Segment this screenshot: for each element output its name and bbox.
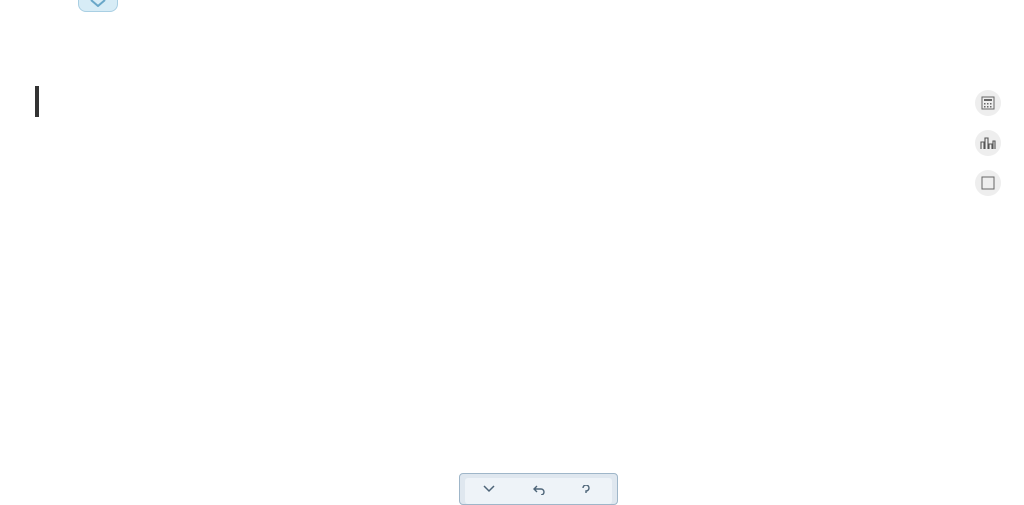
chart-icon [980, 136, 996, 150]
data-button[interactable] [975, 130, 1001, 156]
calculator-button[interactable] [975, 90, 1001, 116]
periodic-table-icon [981, 176, 995, 190]
calculator-icon [981, 96, 995, 110]
table-header-row [36, 87, 39, 117]
entropy-table [35, 86, 39, 117]
chevron-down-icon[interactable] [483, 485, 495, 493]
collapse-tab[interactable] [78, 0, 118, 12]
bottom-toolbar [459, 473, 618, 505]
help-icon[interactable] [581, 485, 591, 495]
undo-icon[interactable] [533, 485, 545, 495]
header-delta-s [38, 87, 39, 117]
chevron-down-icon [90, 0, 106, 7]
periodic-table-button[interactable] [975, 170, 1001, 196]
